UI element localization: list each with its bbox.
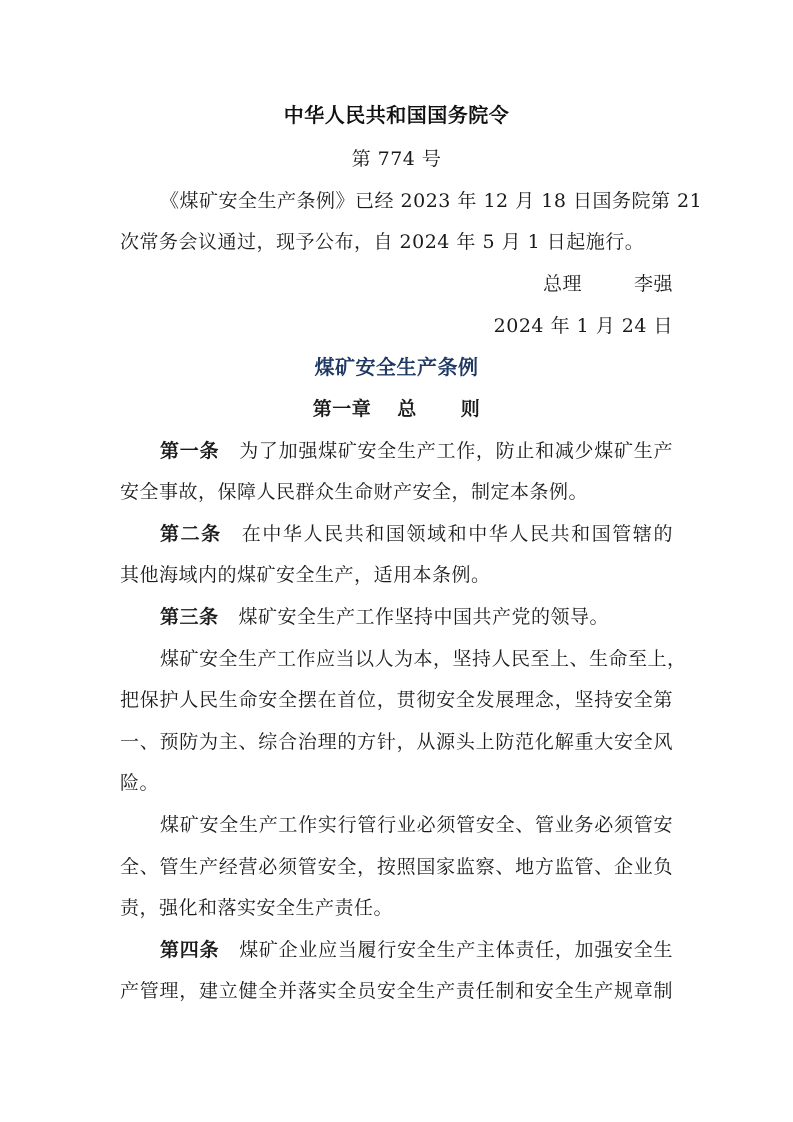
chapter-number: 第一章 bbox=[312, 398, 372, 420]
chapter-heading bbox=[120, 396, 673, 422]
article-1-text: 为了加强煤矿安全生产工作，防止和减少煤矿生产 bbox=[239, 440, 673, 462]
signature bbox=[120, 271, 673, 297]
article-3-label: 第三条 bbox=[160, 606, 219, 628]
regulation-title: 煤矿安全生产条例 bbox=[314, 355, 479, 379]
article-3-p2-line-3: 一、预防为主、综合治理的方针，从源头上防范化解重大安全风 bbox=[120, 731, 673, 753]
article-3-p2-line-1: 煤矿安全生产工作应当以人为本，坚持人民至上、生命至上， bbox=[160, 648, 687, 670]
article-3-p3-line-1: 煤矿安全生产工作实行管行业必须管安全、管业务必须管安 bbox=[160, 814, 673, 836]
order-body-line-2: 次常务会议通过，现予公布，自 2024 年 5 月 1 日起施行。 bbox=[120, 231, 645, 253]
article-2-line-1 bbox=[120, 521, 673, 547]
article-4-text: 煤矿企业应当履行安全生产主体责任，加强安全生 bbox=[239, 939, 673, 961]
chapter-name-part-1: 总 bbox=[397, 398, 417, 420]
article-3-line-1 bbox=[120, 604, 673, 630]
article-1-label: 第一条 bbox=[160, 440, 220, 462]
signer-name: 李强 bbox=[633, 273, 673, 295]
article-2-line-2: 其他海域内的煤矿安全生产，适用本条例。 bbox=[120, 564, 491, 586]
order-number: 第 774 号 bbox=[351, 148, 442, 170]
order-body-line-1: 《煤矿安全生产条例》已经 2023 年 12 月 18 日国务院第 21 bbox=[160, 190, 703, 212]
article-3-p3-line-2: 全、管生产经营必须管安全，按照国家监察、地方监管、企业负 bbox=[120, 856, 673, 878]
article-2-label: 第二条 bbox=[160, 523, 222, 545]
article-1-line-1 bbox=[120, 438, 673, 464]
article-3-text: 煤矿安全生产工作坚持中国共产党的领导。 bbox=[238, 606, 610, 628]
article-4-line-2: 产管理，建立健全并落实全员安全生产责任制和安全生产规章制 bbox=[120, 980, 673, 1002]
article-3-p2-line-2: 把保护人民生命安全摆在首位，贯彻安全发展理念，坚持安全第 bbox=[120, 689, 673, 711]
signer-title: 总理 bbox=[542, 273, 582, 295]
article-3-p2-line-4: 险。 bbox=[120, 772, 160, 794]
article-4-label: 第四条 bbox=[160, 939, 220, 961]
article-2-text: 在中华人民共和国领域和中华人民共和国管辖的 bbox=[241, 523, 673, 545]
chapter-name-part-2: 则 bbox=[460, 398, 481, 420]
article-1-line-2: 安全事故，保障人民群众生命财产安全，制定本条例。 bbox=[120, 481, 589, 503]
order-date: 2024 年 1 月 24 日 bbox=[493, 315, 673, 337]
article-4-line-1 bbox=[120, 937, 673, 963]
article-3-p3-line-3: 责，强化和落实安全生产责任。 bbox=[120, 897, 394, 919]
order-title: 中华人民共和国国务院令 bbox=[283, 103, 510, 127]
